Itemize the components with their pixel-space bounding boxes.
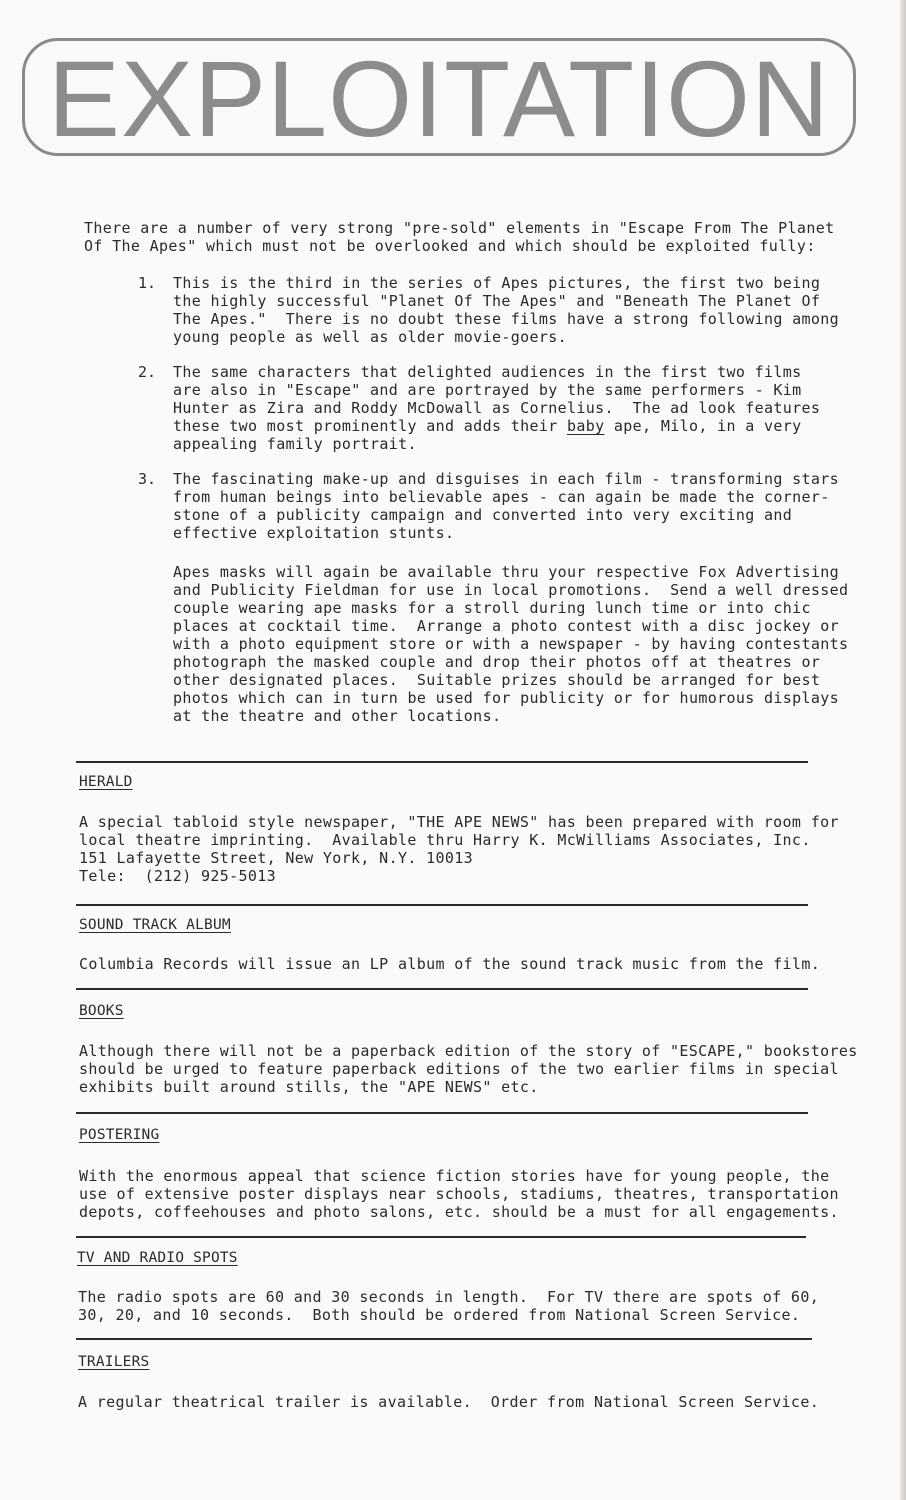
title-banner (22, 38, 856, 159)
list-item-text (173, 363, 820, 453)
section-divider (76, 1236, 806, 1238)
list-item-subparagraph: Apes masks will again be available thru your respective Fox Advertising and Publicity Fieldman for use in local promotions. Send a well dressed couple wearing ape masks for a stroll during lunch time or into chic places at cocktail time. Arrange a photo contest with a disc jockey or with a photo equipment store or with a newspaper - by having contestants photograph the masked couple and drop their photos off at theatres or other designated places. Suitable prizes should be arranged for best photos which can in turn be used for publicity or for humorous displays at the theatre and other locations. (173, 563, 849, 725)
section-body: The radio spots are 60 and 30 seconds in length. For TV there are spots of 60, 30, 20, and 10 seconds. Both should be ordered from National Screen Service. (78, 1288, 820, 1324)
section-divider (76, 1338, 812, 1340)
section-divider (76, 1112, 808, 1114)
list-item-text: This is the third in the series of Apes pictures, the first two being the highly successful "Planet Of The Apes" and "Beneath The Planet Of The Apes." There is no doubt these films have a strong following among young people as well as older movie-goers. (173, 274, 840, 346)
section-body: With the enormous appeal that science fiction stories have for young people, the use of extensive poster displays near schools, stadiums, theatres, transportation depots, coffeehouses and photo salons, etc. should be a must for all engagements. (79, 1167, 839, 1221)
section-divider (76, 904, 808, 906)
intro-paragraph: There are a number of very strong "pre-sold" elements in "Escape From The Planet Of The Apes" which must not be overlooked and which should be exploited fully: (84, 219, 835, 255)
section-heading: POSTERING (79, 1127, 160, 1143)
section-divider (76, 988, 808, 990)
page-edge (900, 0, 906, 1500)
list-item-number: 2. (138, 363, 157, 381)
underlined-word: baby (567, 417, 605, 435)
list-item-text: The fascinating make-up and disguises in each film - transforming stars from human beings into believable apes - can again be made the corner- stone of a publicity campaign and converted into very exciting and effective exploitation stunts. (173, 470, 840, 542)
page-title: EXPLOITATION (47, 38, 831, 159)
list-item-text-part: ape, Milo, in a very appealing family portrait. (173, 417, 802, 453)
section-heading: TRAILERS (78, 1354, 150, 1370)
section-heading: HERALD (79, 774, 133, 790)
list-item-text-part: The same characters that delighted audiences in the first two films are also in "Escape" and are portrayed by the same performers - Kim Hunter as Zira and Roddy McDowall as Cornelius. The ad look features these two most prominently and adds their (173, 363, 821, 435)
section-heading: TV AND RADIO SPOTS (77, 1250, 238, 1266)
section-heading: SOUND TRACK ALBUM (79, 917, 231, 933)
section-divider (76, 761, 808, 763)
section-body: Columbia Records will issue an LP album of the sound track music from the film. (79, 955, 821, 973)
section-body: Although there will not be a paperback edition of the story of "ESCAPE," bookstores should be urged to feature paperback editions of the two earlier films in special exhibits built around stills, the "APE NEWS" etc. (79, 1042, 858, 1096)
section-heading: BOOKS (79, 1003, 124, 1019)
section-body: A special tabloid style newspaper, "THE APE NEWS" has been prepared with room for local theatre imprinting. Available thru Harry K. McWilliams Associates, Inc. 151 Lafayette Street, New York, N.Y. 10013 Tele: (212) 925-5013 (79, 813, 839, 885)
section-body: A regular theatrical trailer is available. Order from National Screen Service. (78, 1393, 820, 1411)
list-item-number: 3. (138, 470, 157, 488)
list-item-number: 1. (138, 274, 157, 292)
